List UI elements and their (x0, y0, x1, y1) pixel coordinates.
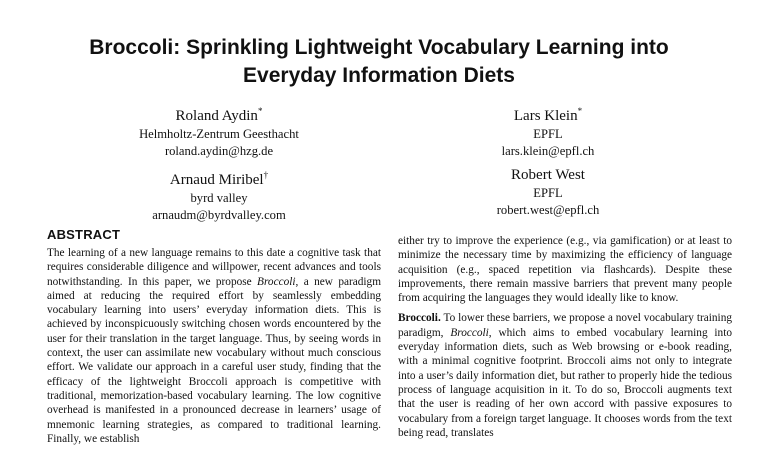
author-block-klein (398, 102, 698, 159)
author-affiliation: Helmholtz-Zentrum Geesthacht (139, 127, 299, 141)
paragraph-heading: Broccoli. (398, 312, 441, 325)
author-mark: † (263, 170, 269, 180)
author-affiliation: byrd valley (190, 191, 248, 205)
author-affiliation: EPFL (533, 186, 563, 200)
abstract-text-1: The learning of a new language remains to this date a cognitive task that requires considerable diligence and willpower, recent advances and tools notwithstanding. In this paper, we propose (47, 247, 381, 288)
author-name: Roland Aydin (175, 108, 258, 124)
author-block-miribel (69, 166, 369, 223)
abstract-body (47, 246, 381, 446)
abstract-heading: ABSTRACT (47, 227, 121, 242)
abstract-emphasis: Broccoli (257, 275, 296, 288)
broccoli-paragraph (398, 311, 732, 440)
author-email: arnaudm@byrdvalley.com (152, 207, 286, 222)
author-name: Arnaud Miribel (169, 172, 264, 188)
author-mark: * (577, 106, 583, 116)
paragraph-emphasis: Broccoli (450, 326, 489, 339)
author-email: lars.klein@epfl.ch (501, 143, 595, 158)
abstract-text-2: , a new paradigm aimed at reducing the required effort by seamlessly embedding vocabulary learning into users’ everyday information diets. This is achieved by inconspicuously switching chosen words encountered by the user for their translation in the target language. Thus, by seeing words in context, the user can assimilate new vocabulary without much conscious effort. We validate our approach in a careful user study, finding that the efficacy of the lightweight Broccoli approach is competitive with traditional, memorization-based vocabulary learning. The low cognitive overhead is manifested in a pronounced decrease in learners’ usage of mnemonic learning strategies, as compared to traditional learning. Finally, we establish (47, 275, 381, 445)
author-name: Robert West (511, 167, 585, 183)
author-affiliation: EPFL (533, 127, 563, 141)
author-email: robert.west@epfl.ch (496, 202, 600, 217)
author-mark: * (257, 106, 263, 116)
abstract-paragraph (47, 246, 381, 446)
intro-paragraph: either try to improve the experience (e.g., via gamification) or at least to minimize the necessary time by maximizing the efficiency of language acquisition (e.g., spaced repetition via flashcards). Despite these improvements, there remain massive barriers that prevent many people from acquiring the languages they would ideally like to know. (398, 235, 732, 305)
author-name: Lars Klein (513, 108, 578, 124)
title-line-1: Broccoli: Sprinkling Lightweight Vocabulary Learning into (89, 36, 669, 59)
title-line-2: Everyday Information Diets (243, 64, 515, 87)
paper-title (0, 34, 758, 90)
author-email: roland.aydin@hzg.de (164, 143, 274, 158)
paragraph-text-2: , which aims to embed vocabulary learning into everyday information diets, such as Web browsing or e-book reading, with a minimal cognitive footprint. Broccoli aims not only to integrate into a user’s daily information diet, but rather to properly hide the tedious process of language acquisition in it. To do so, Broccoli augments text that the user is reading of her own accord with passive exposures to vocabulary from a foreign target language. It chooses words from the text being read, translates (398, 326, 732, 439)
author-block-west (398, 166, 698, 218)
right-column (398, 234, 732, 440)
author-block-aydin (69, 102, 369, 159)
paragraph-text-1: To lower these barriers, we propose a novel vocabulary training paradigm, (398, 312, 732, 339)
